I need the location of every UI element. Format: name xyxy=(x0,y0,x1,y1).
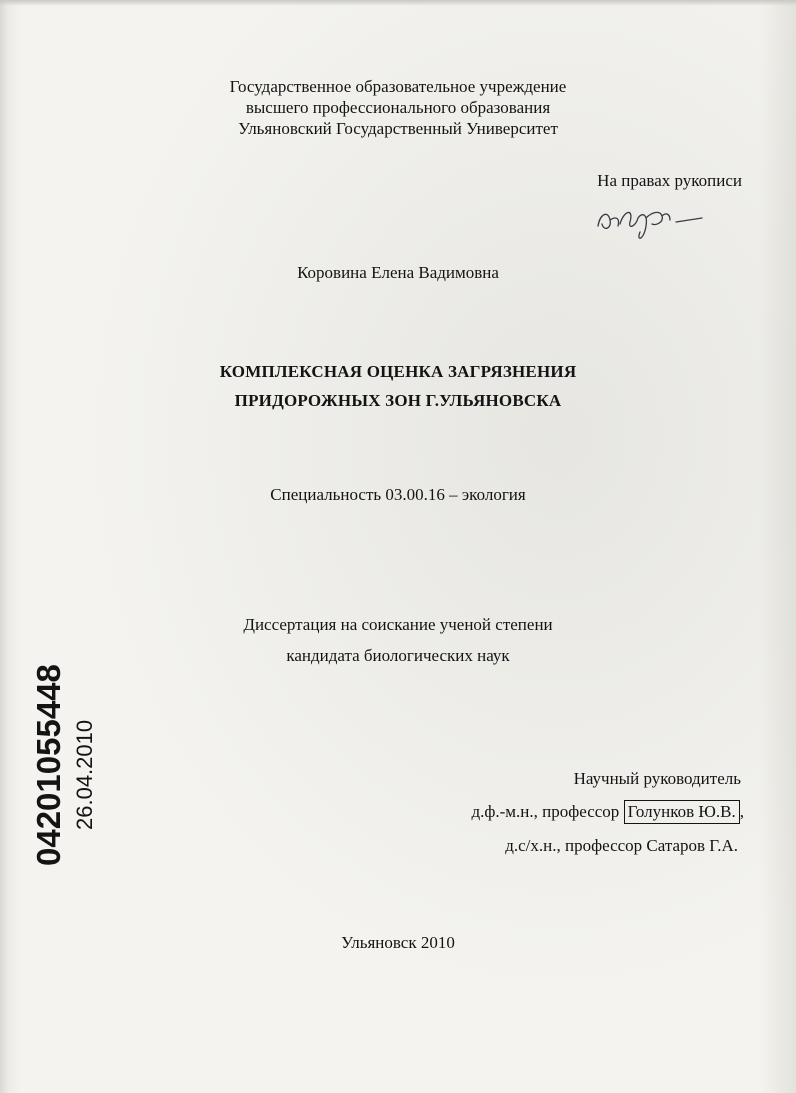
institution-line-3: Ульяновский Государственный Университет xyxy=(238,119,558,138)
supervisor-first-prefix: д.ф.-м.н., профессор xyxy=(471,802,624,821)
supervisor-first-suffix: , xyxy=(739,802,744,821)
title-line-1: КОМПЛЕКСНАЯ ОЦЕНКА ЗАГРЯЗНЕНИЯ xyxy=(219,362,577,381)
institution-line-2: высшего профессионального образования xyxy=(245,98,551,117)
library-stamp xyxy=(26,640,106,870)
supervisor-label: Научный руководитель xyxy=(573,769,741,788)
stamp-number: 04201055448 xyxy=(30,664,67,866)
dissertation-title xyxy=(0,357,796,415)
institution-block xyxy=(0,76,796,139)
stamp-date: 26.04.2010 xyxy=(72,719,97,830)
degree-block xyxy=(0,609,796,671)
supervisor-second: д.с/х.н., профессор Сатаров Г.А. xyxy=(505,836,738,855)
scan-edge xyxy=(0,0,796,6)
title-line-2: ПРИДОРОЖНЫХ ЗОН Г.УЛЬЯНОВСКА xyxy=(234,391,562,410)
degree-line-1: Диссертация на соискание ученой степени xyxy=(243,615,553,634)
supervisor-first-name: Голунков Ю.В. xyxy=(624,800,740,824)
degree-line-2: кандидата биологических наук xyxy=(286,646,510,665)
city-year: Ульяновск 2010 xyxy=(341,933,455,952)
specialty: Специальность 03.00.16 – экология xyxy=(270,485,526,504)
author-name: Коровина Елена Вадимовна xyxy=(297,263,499,282)
institution-line-1: Государственное образовательное учреждение xyxy=(229,77,567,96)
supervisor-first xyxy=(471,801,744,822)
author-signature xyxy=(590,196,710,246)
rights-note: На правах рукописи xyxy=(597,171,742,190)
